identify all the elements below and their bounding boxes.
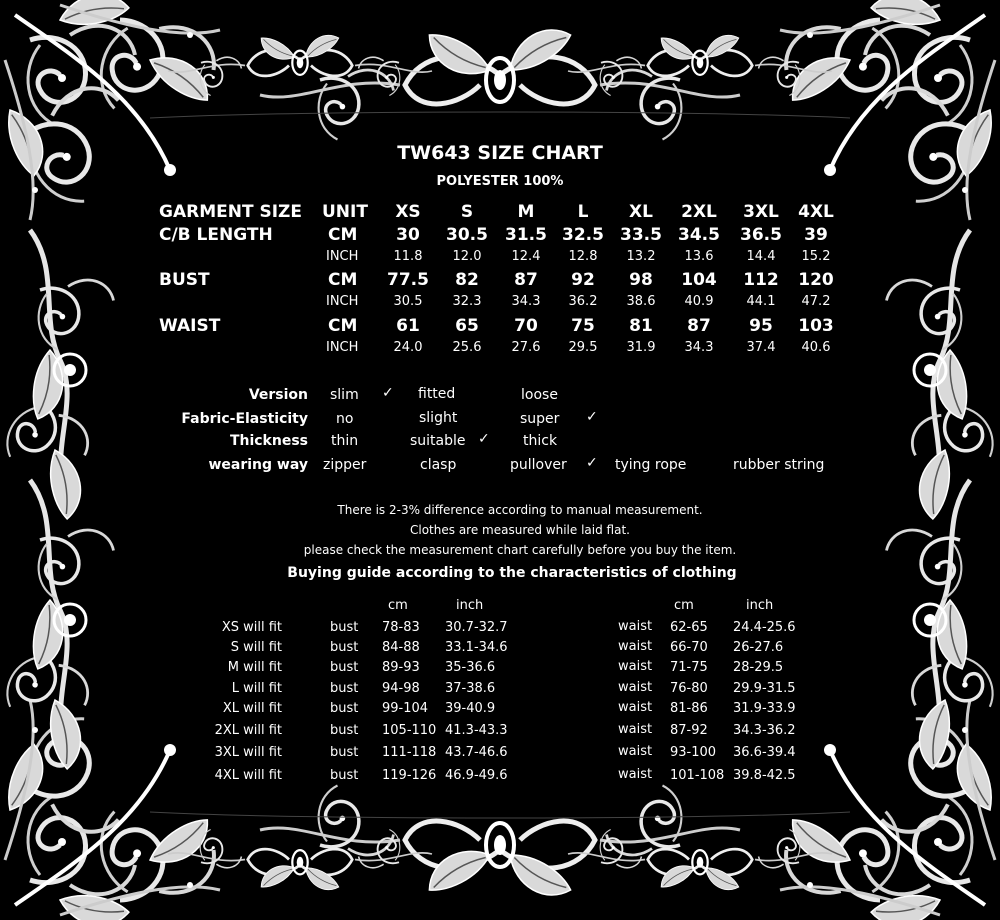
cell: 47.2 [801,294,831,309]
size-header-4xl: 4XL [798,202,834,222]
cell: 92 [571,270,595,290]
guide-bust-label: bust [330,768,359,783]
size-header-2xl: 2XL [681,202,717,222]
guide-waist-label: waist [618,680,653,695]
cell: 13.6 [684,249,714,264]
cell: 75 [571,316,595,336]
check-icon: ✓ [586,409,598,425]
version-slim: slim [330,387,359,403]
guide-inch-header: inch [746,598,774,613]
guide-cm-header: cm [674,598,694,613]
guide-waist-cm: 62-65 [670,620,708,635]
row-label-waist: WAIST [159,316,221,336]
thickness-label: Thickness [229,433,308,449]
cell: 82 [455,270,479,290]
cell: 36.2 [568,294,598,309]
guide-bust-cm: 105-110 [382,723,437,738]
guide-waist-label: waist [618,659,653,674]
guide-bust-inch: 35-36.6 [445,660,496,675]
guide-bust-cm: 84-88 [382,640,420,655]
guide-waist-cm: 93-100 [670,745,717,760]
thickness-suitable: suitable [410,433,466,449]
cell: 104 [681,270,717,290]
unit-header: UNIT [322,202,368,222]
cell: 65 [455,316,479,336]
row-label-cb-length: C/B LENGTH [159,225,273,245]
guide-waist-cm: 87-92 [670,723,708,738]
unit-cm: CM [328,225,358,245]
size-header-3xl: 3XL [743,202,779,222]
size-header-m: M [517,202,535,222]
guide-waist-inch: 29.9-31.5 [733,681,796,696]
wearing-zipper: zipper [323,457,367,473]
cell: 27.6 [511,340,541,355]
guide-waist-cm: 101-108 [670,768,725,783]
guide-waist-inch: 39.8-42.5 [733,768,796,783]
cell: 32.3 [452,294,482,309]
guide-waist-label: waist [618,722,653,737]
cell: 112 [743,270,779,290]
cell: 25.6 [452,340,482,355]
size-header-s: S [460,202,474,222]
guide-waist-label: waist [618,619,653,634]
cell: 32.5 [562,225,604,245]
guide-fit-label: XL will fit [222,701,282,716]
guide-fit-label: L will fit [231,681,282,696]
guide-fit-label: 2XL will fit [214,723,282,738]
cell: 30.5 [446,225,488,245]
chart-title: TW643 SIZE CHART [397,142,603,164]
guide-bust-inch: 33.1-34.6 [445,640,508,655]
guide-bust-cm: 119-126 [382,768,437,783]
cell: 87 [514,270,538,290]
check-icon: ✓ [478,431,490,447]
unit-cm: CM [328,270,358,290]
cell: 95 [749,316,773,336]
cell: 87 [687,316,711,336]
wearing-rubber-string: rubber string [733,457,825,473]
guide-fit-label: XS will fit [221,620,282,635]
version-fitted: fitted [418,386,456,402]
size-header-xl: XL [629,202,653,222]
garment-size-header: GARMENT SIZE [159,202,302,222]
guide-bust-inch: 46.9-49.6 [445,768,508,783]
cell: 34.3 [684,340,714,355]
wearing-tying-rope: tying rope [615,457,687,473]
guide-bust-cm: 99-104 [382,701,429,716]
elasticity-slight: slight [419,410,458,426]
cell: 38.6 [626,294,656,309]
unit-inch: INCH [326,294,359,309]
guide-waist-inch: 24.4-25.6 [733,620,796,635]
guide-bust-inch: 41.3-43.3 [445,723,508,738]
guide-waist-cm: 66-70 [670,640,708,655]
size-header-xs: XS [395,202,421,222]
cell: 15.2 [801,249,831,264]
guide-waist-label: waist [618,700,653,715]
guide-bust-cm: 111-118 [382,745,437,760]
guide-bust-inch: 39-40.9 [445,701,496,716]
guide-waist-label: waist [618,767,653,782]
unit-inch: INCH [326,340,359,355]
cell: 77.5 [387,270,429,290]
guide-bust-label: bust [330,660,359,675]
cell: 29.5 [568,340,598,355]
version-loose: loose [521,387,558,403]
guide-fit-label: 4XL will fit [214,768,282,783]
guide-waist-cm: 76-80 [670,681,708,696]
note-line: There is 2-3% difference according to manual measurement. [337,503,703,517]
cell: 70 [514,316,538,336]
guide-bust-label: bust [330,620,359,635]
guide-waist-inch: 34.3-36.2 [733,723,796,738]
guide-waist-inch: 31.9-33.9 [733,701,796,716]
material-label: POLYESTER 100% [436,174,564,189]
guide-bust-cm: 78-83 [382,620,420,635]
check-icon: ✓ [382,385,394,401]
check-icon: ✓ [586,455,598,471]
elasticity-label: Fabric-Elasticity [181,411,308,427]
guide-bust-inch: 30.7-32.7 [445,620,508,635]
cell: 40.6 [801,340,831,355]
cell: 13.2 [626,249,656,264]
cell: 12.0 [452,249,482,264]
cell: 24.0 [393,340,423,355]
guide-waist-label: waist [618,744,653,759]
cell: 98 [629,270,653,290]
cell: 12.4 [511,249,541,264]
guide-waist-inch: 36.6-39.4 [733,745,796,760]
cell: 34.5 [678,225,720,245]
cell: 36.5 [740,225,782,245]
cell: 39 [804,225,828,245]
guide-cm-header: cm [388,598,408,613]
guide-waist-cm: 81-86 [670,701,708,716]
cell: 61 [396,316,420,336]
elasticity-super: super [520,411,560,427]
buying-guide-title: Buying guide according to the characteristics of clothing [287,565,737,581]
guide-fit-label: M will fit [227,660,282,675]
size-header-l: L [577,202,589,222]
elasticity-no: no [336,411,354,427]
cell: 37.4 [746,340,776,355]
cell: 81 [629,316,653,336]
note-line: Clothes are measured while laid flat. [410,523,630,537]
cell: 12.8 [568,249,598,264]
guide-waist-inch: 28-29.5 [733,660,784,675]
cell: 103 [798,316,834,336]
guide-bust-inch: 37-38.6 [445,681,496,696]
guide-bust-label: bust [330,745,359,760]
guide-waist-cm: 71-75 [670,660,708,675]
cell: 120 [798,270,834,290]
guide-inch-header: inch [456,598,484,613]
guide-waist-inch: 26-27.6 [733,640,784,655]
guide-bust-label: bust [330,701,359,716]
cell: 44.1 [746,294,776,309]
cell: 34.3 [511,294,541,309]
cell: 31.9 [626,340,656,355]
cell: 30 [396,225,420,245]
guide-fit-label: 3XL will fit [214,745,282,760]
guide-bust-cm: 94-98 [382,681,420,696]
version-label: Version [248,387,308,403]
wearing-clasp: clasp [420,457,457,473]
unit-cm: CM [328,316,358,336]
cell: 11.8 [393,249,423,264]
cell: 31.5 [505,225,547,245]
unit-inch: INCH [326,249,359,264]
guide-bust-label: bust [330,723,359,738]
wearing-way-label: wearing way [208,457,308,473]
wearing-pullover: pullover [510,457,567,473]
thickness-thick: thick [523,433,558,449]
note-line: please check the measurement chart carefully before you buy the item. [303,543,737,557]
cell: 33.5 [620,225,662,245]
guide-bust-label: bust [330,640,359,655]
guide-bust-cm: 89-93 [382,660,420,675]
thickness-thin: thin [331,433,359,449]
guide-fit-label: S will fit [230,640,282,655]
guide-bust-label: bust [330,681,359,696]
cell: 14.4 [746,249,776,264]
row-label-bust: BUST [159,270,210,290]
guide-bust-inch: 43.7-46.6 [445,745,508,760]
cell: 40.9 [684,294,714,309]
guide-waist-label: waist [618,639,653,654]
cell: 30.5 [393,294,423,309]
